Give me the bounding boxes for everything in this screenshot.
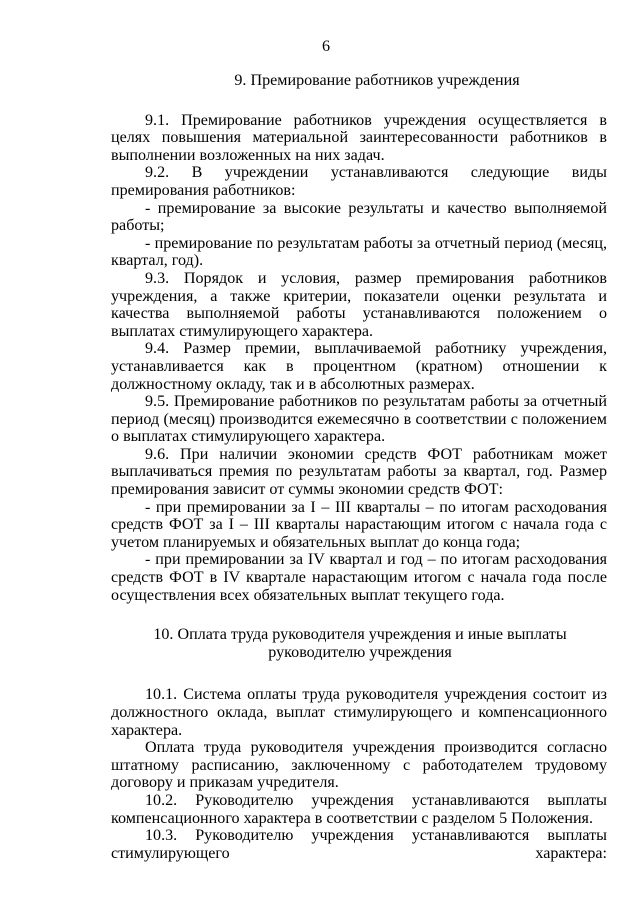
paragraph-9-1: 9.1. Премирование работников учреждения осуществляется в целях повышения материальной заинтересованности работников в выполнении возложенных на них задач. [111, 111, 607, 164]
paragraph-10-3: 10.3. Руководителю учреждения устанавливаются выплаты стимулирующего характера: [111, 827, 607, 862]
paragraph-9-3: 9.3. Порядок и условия, размер премирования работников учреждения, а также критерии, показатели оценки результата и качества выполняемой работы устанавливаются положением о выплатах стимулирующего характера. [111, 269, 607, 340]
section-9-heading: 9. Премирование работников учреждения [234, 72, 520, 89]
document-body [111, 72, 607, 862]
paragraph-10-2: 10.2. Руководителю учреждения устанавливаются выплаты компенсационного характера в соответствии с разделом 5 Положения. [111, 791, 607, 827]
list-item-9-2-a: - премирование за высокие результаты и качество выполняемой работы; [111, 199, 607, 235]
paragraph-10-1-b: Оплата труда руководителя учреждения производится согласно штатному расписанию, заключенному с работодателем трудовому договору и приказам учредителя. [111, 739, 607, 792]
paragraph-10-1: 10.1. Система оплаты труда руководителя учреждения состоит из должностного оклада, выплат стимулирующего и компенсационного характера. [111, 686, 607, 739]
section-9 [111, 72, 607, 604]
paragraph-9-4: 9.4. Размер премии, выплачиваемой работнику учреждения, устанавливается как в процентном (кратном) отношении к должностному окладу, так и в абсолютных размерах. [111, 340, 607, 393]
paragraph-9-2: 9.2. В учреждении устанавливаются следующие виды премирования работников: [111, 164, 607, 199]
list-item-9-6-b: - при премировании за IV квартал и год – по итогам расходования средств ФОТ в IV квартале нарастающим итогом с начала года после осуществления всех обязательных выплат текущего года. [111, 551, 607, 604]
paragraph-9-6: 9.6. При наличии экономии средств ФОТ работникам может выплачиваться премия по результатам работы за квартал, год. Размер премирования зависит от суммы экономии средств ФОТ: [111, 445, 607, 499]
list-item-9-2-b: - премирование по результатам работы за отчетный период (месяц, квартал, год). [111, 234, 607, 270]
section-10 [111, 626, 607, 862]
paragraph-9-5: 9.5. Премирование работников по результатам работы за отчетный период (месяц) производится ежемесячно в соответствии с положением о выплатах стимулирующего характера. [111, 393, 607, 446]
page-number: 6 [321, 38, 331, 55]
list-item-9-6-a: - при премировании за I – III кварталы – по итогам расходования средств ФОТ за I – III кварталы нарастающим итогом с начала года с учетом планируемых и обязательных выплат до конца года; [111, 498, 607, 551]
section-10-heading: 10. Оплата труда руководителя учреждения и иные выплаты руководителю учреждения [153, 626, 567, 661]
